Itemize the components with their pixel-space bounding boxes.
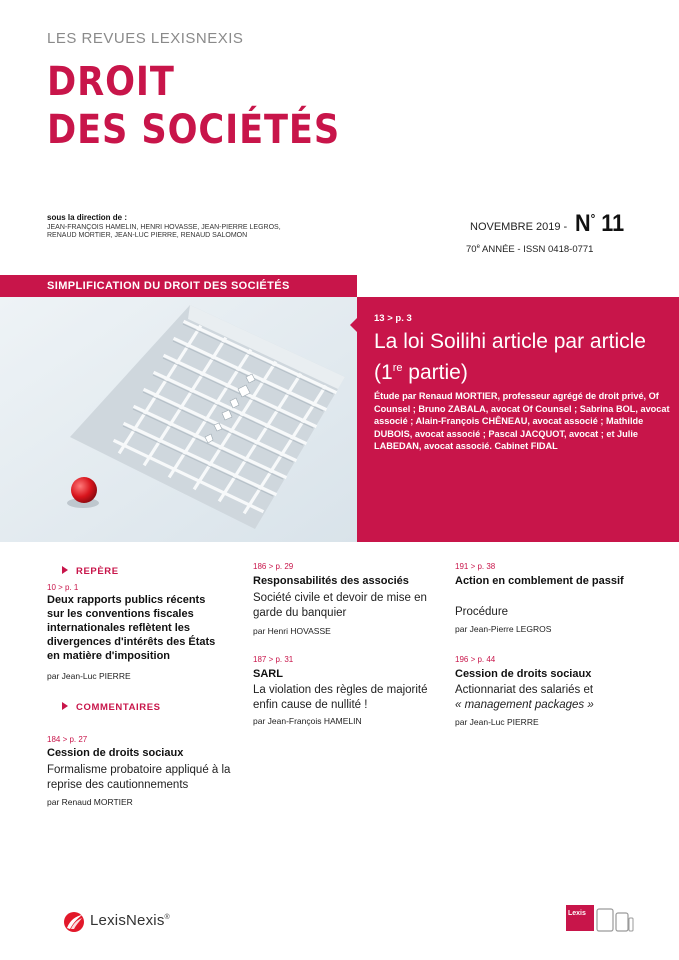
comment-heading-196: Cession de droits sociaux: [455, 668, 592, 680]
lexisnexis-wordmark: LexisNexis®: [90, 912, 170, 929]
comment-ref-187: 187 > p. 31: [253, 655, 294, 664]
comment-sub-191: Procédure: [455, 606, 509, 618]
lexis-badge-label: Lexis: [568, 910, 586, 917]
comment-heading-184: Cession de droits sociaux: [47, 747, 184, 759]
devices-icon: [596, 907, 634, 938]
comment-author-186: par Henri HOVASSE: [253, 626, 331, 636]
lexisnexis-logo-icon: [62, 910, 86, 932]
reperes-ref: 10 > p. 1: [47, 583, 79, 592]
feature-ref: 13 > p. 3: [374, 313, 412, 324]
comment-author-196: par Jean-Luc PIERRE: [455, 717, 539, 727]
comment-ref-191: 191 > p. 38: [455, 562, 496, 571]
comment-author-187: par Jean-François HAMELIN: [253, 716, 362, 726]
issue-number: N° 11: [575, 210, 625, 237]
issue-date: NOVEMBRE 2019 -: [470, 221, 568, 233]
comment-sub-196: Actionnariat des salariés et « management packages »: [455, 684, 594, 711]
section-commentaires: COMMENTAIRES: [62, 702, 161, 713]
comment-sub-186: Société civile et devoir de mise en garde du banquier: [253, 592, 427, 619]
editorial-direction: [47, 214, 287, 241]
comment-heading-186: Responsabilités des associés: [253, 575, 409, 587]
comment-sub-187: La violation des règles de majorité enfin cause de nullité !: [253, 684, 428, 711]
comment-heading-187: SARL: [253, 668, 283, 680]
reperes-heading: Deux rapports publics récents sur les conventions fiscales internationales reflètent les divergences d'intérêts des États en matière d'imposition: [47, 594, 216, 662]
feature-title: La loi Soilihi article par article (1re partie): [374, 330, 646, 384]
section-reperes: REPÈRE: [62, 566, 119, 577]
comment-author-184: par Renaud MORTIER: [47, 797, 133, 807]
arrow-right-icon: [62, 702, 68, 710]
direction-names: JEAN-FRANÇOIS HAMELIN, HENRI HOVASSE, JEAN-PIERRE LEGROS, RENAUD MORTIER, JEAN-LUC PIERRE, RENAUD SALOMON: [47, 223, 281, 240]
lexis-badge: [566, 905, 594, 931]
comment-ref-184: 184 > p. 27: [47, 735, 88, 744]
publisher-brand: LES REVUES LEXISNEXIS: [47, 30, 244, 47]
feature-pointer: [350, 317, 358, 333]
feature-authors: Étude par Renaud MORTIER, professeur agrégé de droit privé, Of Counsel ; Bruno ZABALA, avocat Of Counsel ; Sabrina BOL, avocat associé ; Alain-François CHÊNEAU, avocat associé ; Mathilde DUBOIS, avocat associé ; Pascal JACQUOT, avocat ; et Julie LABEDAN, avocat associé. Cabinet FIDAL: [374, 391, 670, 452]
issn-line: 70e ANNÉE - ISSN 0418-0771: [466, 244, 594, 256]
comment-heading-191: Action en comblement de passif: [455, 575, 624, 587]
section-banner-label: SIMPLIFICATION DU DROIT DES SOCIÉTÉS: [47, 280, 290, 292]
comment-author-191: par Jean-Pierre LEGROS: [455, 624, 552, 634]
journal-title-line2: DES SOCIÉTÉS: [47, 107, 341, 153]
comment-sub-184: Formalisme probatoire appliqué à la reprise des cautionnements: [47, 764, 231, 791]
arrow-right-icon: [62, 566, 68, 574]
comment-ref-196: 196 > p. 44: [455, 655, 496, 664]
journal-title-line1: DROIT: [47, 59, 175, 105]
reperes-author: par Jean-Luc PIERRE: [47, 671, 131, 681]
maze-illustration: [0, 297, 357, 542]
comment-ref-186: 186 > p. 29: [253, 562, 294, 571]
direction-label: sous la direction de :: [47, 213, 128, 222]
